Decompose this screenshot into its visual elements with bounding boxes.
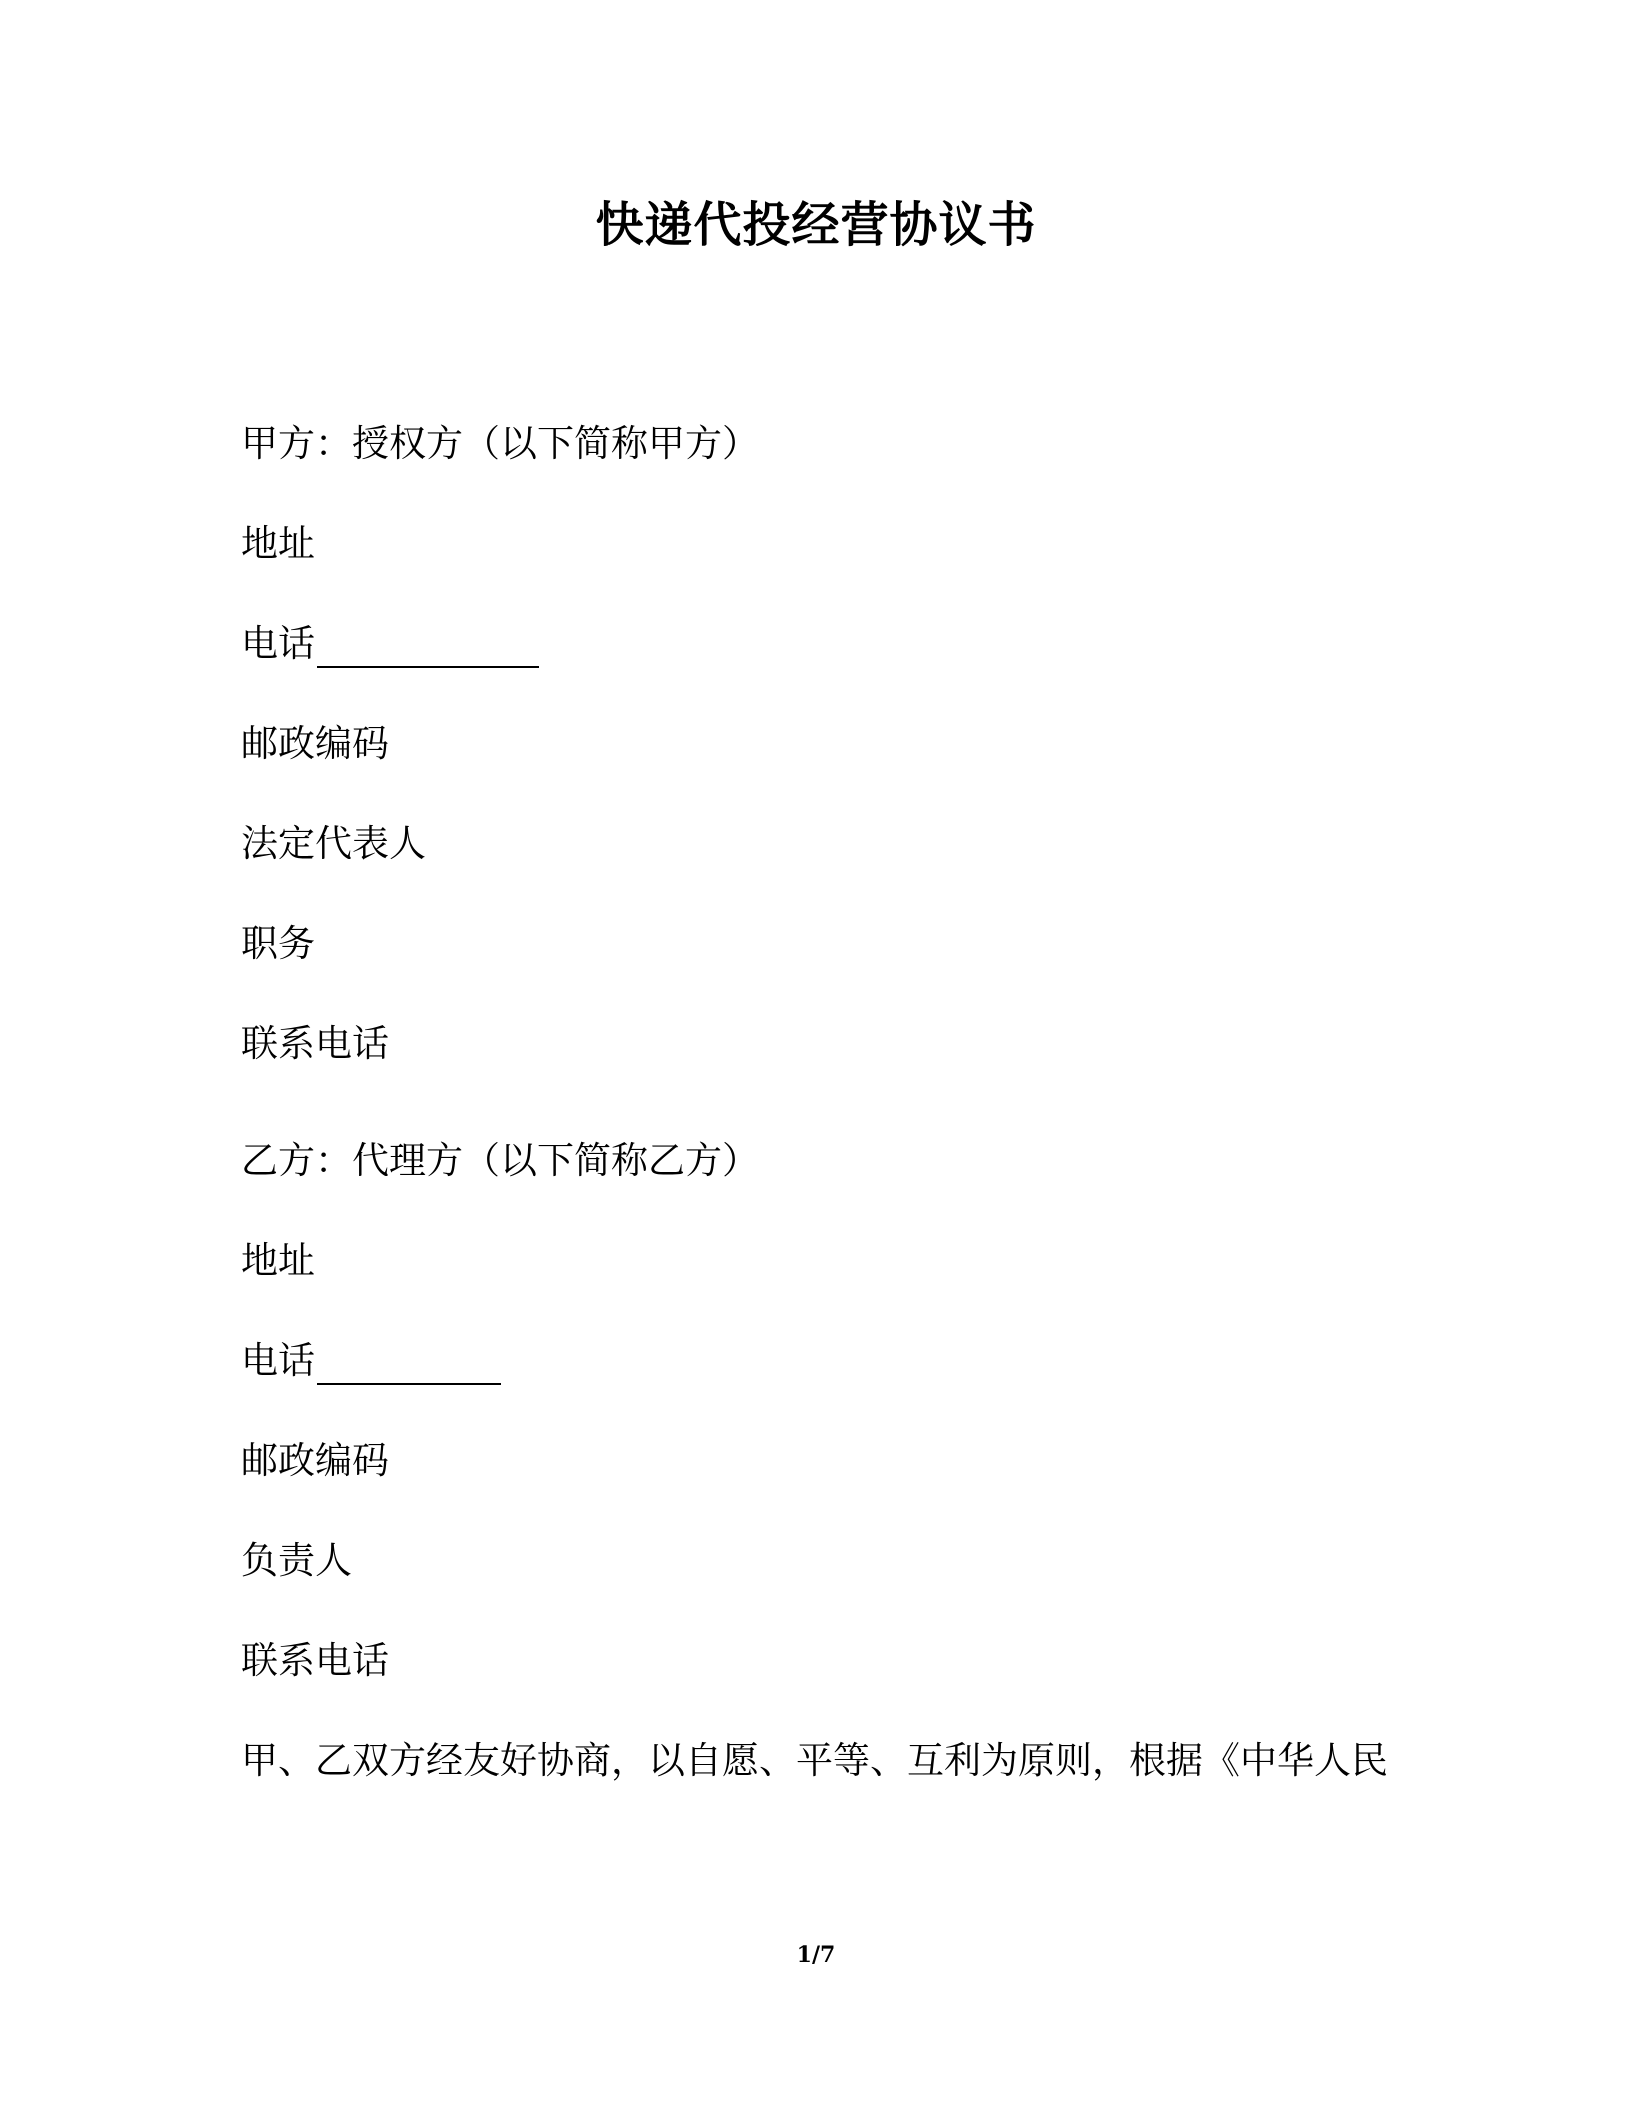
party-a-phone-label: 电话 bbox=[241, 622, 315, 665]
party-b-contact-label: 联系电话 bbox=[241, 1639, 389, 1682]
party-b-phone-label: 电话 bbox=[241, 1339, 315, 1382]
party-a-phone-blank bbox=[317, 628, 539, 668]
party-b-heading: 乙方：代理方（以下简称乙方） bbox=[241, 1139, 759, 1182]
agreement-body-text: 甲、乙双方经友好协商，以自愿、平等、互利为原则，根据《中华人民 bbox=[241, 1739, 1388, 1782]
party-a-address-label: 地址 bbox=[241, 522, 315, 565]
party-a-legal-rep-label: 法定代表人 bbox=[241, 822, 426, 865]
party-b-phone-row bbox=[241, 1337, 501, 1385]
party-b-phone-blank bbox=[317, 1345, 501, 1385]
party-b-manager-label: 负责人 bbox=[241, 1539, 352, 1582]
page-number: 1/7 bbox=[796, 1942, 836, 1968]
party-b-postal-label: 邮政编码 bbox=[241, 1439, 389, 1482]
party-a-heading: 甲方：授权方（以下简称甲方） bbox=[241, 422, 759, 465]
party-a-position-label: 职务 bbox=[241, 922, 315, 965]
party-a-phone-row bbox=[241, 620, 539, 668]
document-title: 快递代投经营协议书 bbox=[595, 197, 1037, 253]
party-a-contact-label: 联系电话 bbox=[241, 1022, 389, 1065]
party-b-address-label: 地址 bbox=[241, 1239, 315, 1282]
party-a-postal-label: 邮政编码 bbox=[241, 722, 389, 765]
